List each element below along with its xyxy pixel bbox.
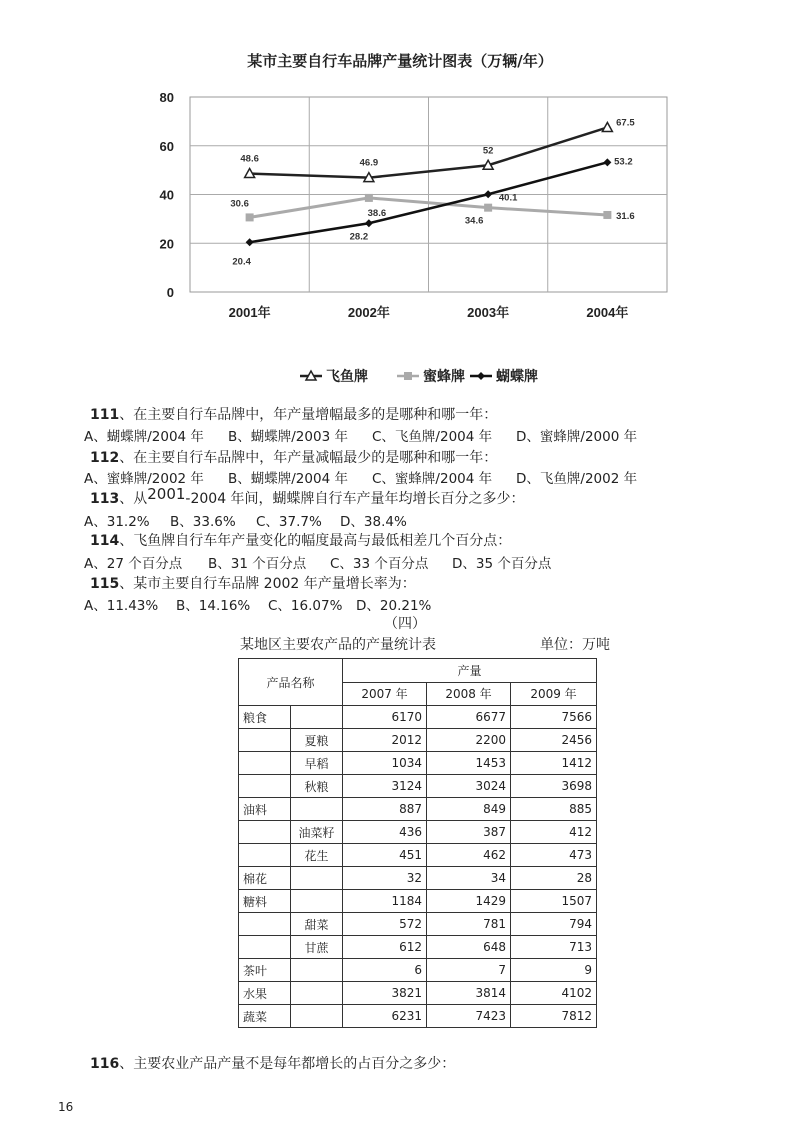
question-112 [90,447,497,467]
category-cell: 油料 [239,798,291,821]
table-row [239,959,597,982]
square-marker [246,213,254,221]
question-111 [90,404,497,424]
value-cell: 462 [427,844,511,867]
x-tick-label: 2002年 [347,305,390,320]
value-cell: 1412 [511,752,597,775]
data-label: 30.6 [230,198,249,210]
value-cell: 6170 [343,706,427,729]
value-cell: 887 [343,798,427,821]
question-text: 、某市主要自行车品牌 2002 年产量增长率为： [119,576,416,592]
diamond-marker [603,158,611,166]
production-table [238,658,597,1028]
value-cell: 849 [427,798,511,821]
category-cell [239,913,291,936]
subcategory-cell: 早稻 [291,752,343,775]
option-c: C、16.07% [268,598,343,614]
triangle-marker [602,122,612,131]
year-header: 2007 年 [343,682,427,706]
y-tick-label: 0 [166,285,174,300]
option-a: A、27 个百分点 [84,556,183,572]
data-label: 38.6 [367,207,387,219]
value-cell: 7812 [511,1005,597,1028]
subcategory-cell [291,982,343,1005]
option-c: C、33 个百分点 [330,556,429,572]
category-cell: 水果 [239,982,291,1005]
data-label: 53.2 [614,156,633,168]
question-text-pre: 、从 [119,491,148,507]
question-text: 、在主要自行车品牌中，年产量减幅最少的是哪种和哪一年： [119,450,498,466]
data-label: 28.2 [349,231,369,243]
table-row [239,867,597,890]
table-row [239,775,597,798]
legend-label: 蝴蝶牌 [496,369,538,385]
data-label: 48.6 [240,153,259,165]
option-a: A、蝴蝶牌/2004 年 [84,429,204,445]
subcategory-cell [291,798,343,821]
square-marker [484,204,492,212]
square-marker [365,194,373,202]
value-cell: 1034 [343,752,427,775]
value-cell: 1507 [511,890,597,913]
value-cell: 6677 [427,706,511,729]
value-cell: 572 [343,913,427,936]
subcategory-cell [291,890,343,913]
diamond-marker [484,190,492,198]
option-b: B、蝴蝶牌/2003 年 [228,429,348,445]
x-tick-label: 2001年 [228,305,271,320]
value-cell: 3814 [427,982,511,1005]
value-cell: 781 [427,913,511,936]
option-b: B、蝴蝶牌/2004 年 [228,471,348,487]
table-row [239,913,597,936]
legend-label: 蜜蜂牌 [423,369,465,385]
value-cell: 648 [427,936,511,959]
name-header: 产品名称 [239,659,343,706]
category-cell [239,936,291,959]
value-cell: 3124 [343,775,427,798]
diamond-marker [365,219,373,227]
option-b: B、33.6% [170,514,236,530]
question-number: 113 [90,491,120,507]
diamond-marker [246,238,254,246]
subcategory-cell [291,867,343,890]
subcategory-cell: 甘蔗 [291,936,343,959]
question-text: 、飞鱼牌自行车年产量变化的幅度最高与最低相差几个百分点： [119,533,512,549]
data-label: 31.6 [616,210,635,222]
section-label: （四） [384,616,426,632]
option-c: C、蜜蜂牌/2004 年 [372,471,493,487]
option-d: D、20.21% [356,598,432,614]
value-cell: 9 [511,959,597,982]
question-year: 2001 [147,485,186,503]
category-cell [239,821,291,844]
table-row [239,798,597,821]
value-cell: 387 [427,821,511,844]
table-row [239,821,597,844]
legend-label: 飞鱼牌 [326,369,368,385]
data-label: 67.5 [616,117,635,129]
category-cell: 茶叶 [239,959,291,982]
value-cell: 7423 [427,1005,511,1028]
category-cell [239,752,291,775]
square-marker [404,372,412,380]
value-cell: 3821 [343,982,427,1005]
group-header: 产量 [343,659,597,683]
value-cell: 473 [511,844,597,867]
option-d: D、蜜蜂牌/2000 年 [516,429,638,445]
question-number: 115 [90,576,120,592]
question-113 [90,485,525,508]
data-label: 52 [482,145,494,157]
question-text: 、在主要自行车品牌中，年产量增幅最多的是哪种和哪一年： [119,407,498,423]
line-chart [0,0,800,400]
table-row [239,982,597,1005]
value-cell: 713 [511,936,597,959]
value-cell: 412 [511,821,597,844]
data-label: 40.1 [498,192,518,204]
category-cell [239,844,291,867]
value-cell: 1184 [343,890,427,913]
table-row [239,844,597,867]
chart-title: 某市主要自行车品牌产量统计图表（万辆/年） [247,52,553,70]
value-cell: 1429 [427,890,511,913]
option-a: A、31.2% [84,514,150,530]
question-number: 111 [90,407,120,423]
table-row [239,890,597,913]
value-cell: 34 [427,867,511,890]
value-cell: 2012 [343,729,427,752]
subcategory-cell [291,706,343,729]
option-c: C、37.7% [256,514,322,530]
value-cell: 1453 [427,752,511,775]
data-label: 46.9 [359,157,379,169]
question-text: -2004 年间，蝴蝶牌自行车产量年均增长百分之多少： [185,491,525,507]
value-cell: 2200 [427,729,511,752]
question-number: 112 [90,450,120,466]
option-b: B、14.16% [176,598,251,614]
table-title: 某地区主要农产品的产量统计表 [240,637,436,653]
question-text: 、主要农业产品产量不是每年都增长的占百分之多少： [119,1056,456,1072]
value-cell: 7 [427,959,511,982]
option-d: D、38.4% [340,514,407,530]
subcategory-cell: 秋粮 [291,775,343,798]
value-cell: 3698 [511,775,597,798]
subcategory-cell: 花生 [291,844,343,867]
category-cell: 粮食 [239,706,291,729]
option-c: C、飞鱼牌/2004 年 [372,429,493,445]
option-b: B、31 个百分点 [208,556,307,572]
value-cell: 436 [343,821,427,844]
y-tick-label: 20 [159,236,174,252]
subcategory-cell: 油菜籽 [291,821,343,844]
option-a: A、蜜蜂牌/2002 年 [84,471,204,487]
question-115 [90,573,416,593]
table-row [239,752,597,775]
table-row [239,1005,597,1028]
option-d: D、飞鱼牌/2002 年 [516,471,638,487]
data-label: 20.4 [232,256,251,268]
value-cell: 6 [343,959,427,982]
value-cell: 794 [511,913,597,936]
x-tick-label: 2004年 [586,305,629,320]
category-cell: 棉花 [239,867,291,890]
table-row [239,729,597,752]
y-tick-label: 40 [159,187,174,203]
data-label: 34.6 [464,215,484,227]
option-d: D、35 个百分点 [452,556,552,572]
table-row [239,936,597,959]
square-marker [603,211,611,219]
table-unit: 单位：万吨 [540,637,610,653]
question-116 [90,1053,455,1073]
value-cell: 3024 [427,775,511,798]
category-cell: 蔬菜 [239,1005,291,1028]
value-cell: 7566 [511,706,597,729]
x-tick-label: 2003年 [467,305,510,320]
page-number: 16 [58,1100,74,1114]
subcategory-cell: 夏粮 [291,729,343,752]
value-cell: 4102 [511,982,597,1005]
question-number: 114 [90,533,120,549]
y-tick-label: 80 [159,90,174,105]
value-cell: 28 [511,867,597,890]
category-cell: 糖料 [239,890,291,913]
value-cell: 885 [511,798,597,821]
category-cell [239,729,291,752]
question-114 [90,530,511,550]
value-cell: 612 [343,936,427,959]
value-cell: 2456 [511,729,597,752]
table-row [239,706,597,729]
category-cell [239,775,291,798]
year-header: 2009 年 [511,682,597,706]
year-header: 2008 年 [427,682,511,706]
question-number: 116 [90,1056,120,1072]
option-a: A、11.43% [84,598,159,614]
diamond-marker [477,372,485,380]
y-tick-label: 60 [159,138,174,154]
subcategory-cell: 甜菜 [291,913,343,936]
value-cell: 451 [343,844,427,867]
subcategory-cell [291,959,343,982]
subcategory-cell [291,1005,343,1028]
value-cell: 6231 [343,1005,427,1028]
value-cell: 32 [343,867,427,890]
